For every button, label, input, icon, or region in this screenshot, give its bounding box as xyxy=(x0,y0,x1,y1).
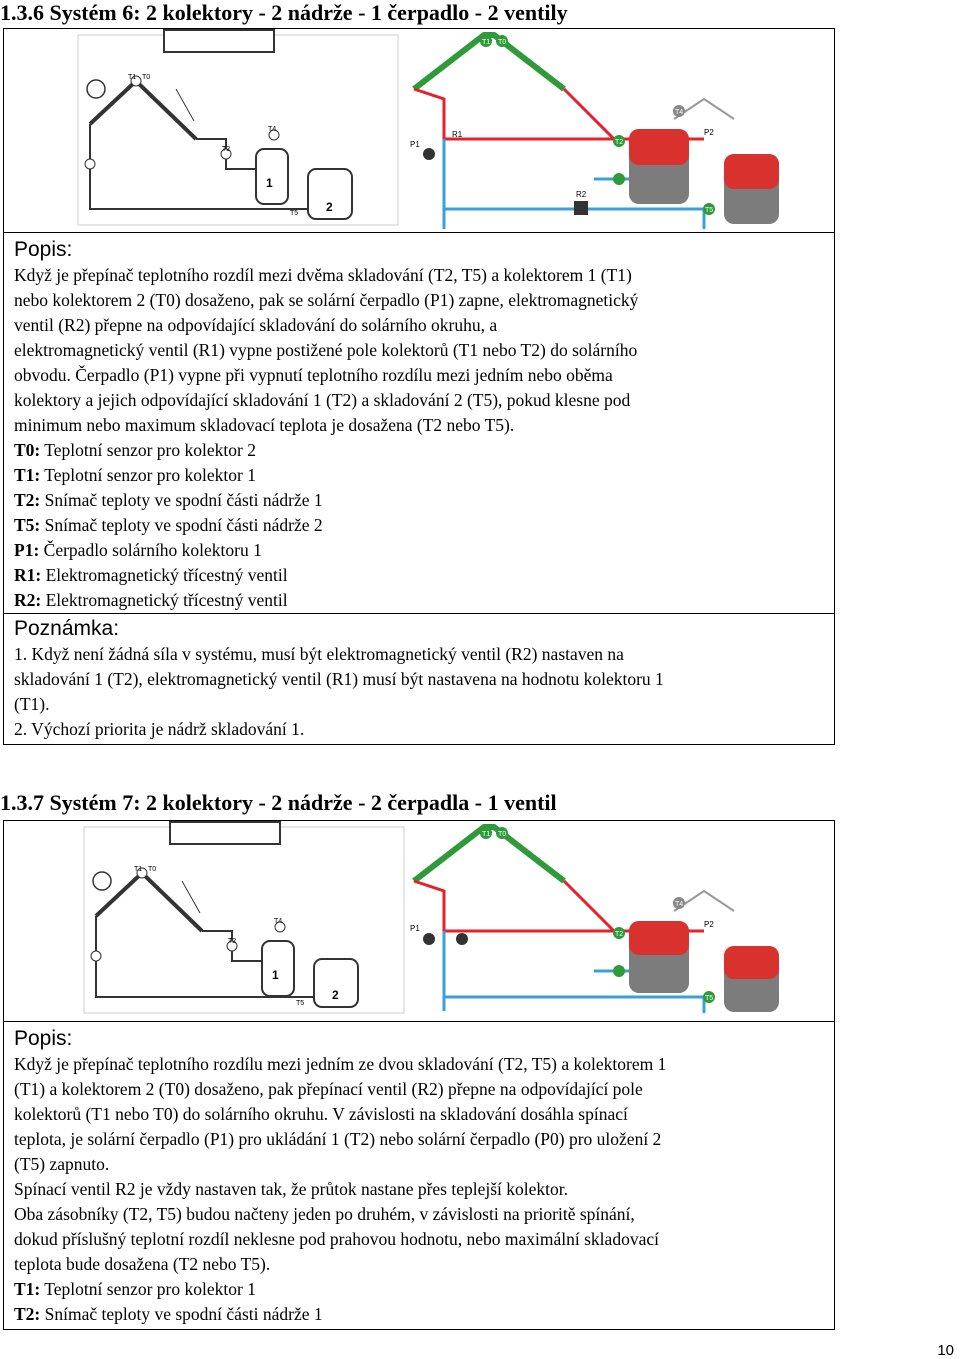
legend-key: T2: xyxy=(14,1304,41,1324)
legend-item-r1 xyxy=(14,563,824,588)
color-t2-label: T2 xyxy=(615,931,624,938)
color-t4-label: T4 xyxy=(675,109,684,116)
section-7-content xyxy=(4,1022,834,1329)
section-7-schematic-diagram xyxy=(82,821,407,1017)
legend-item-r2 xyxy=(14,588,824,613)
color-p2-label: P2 xyxy=(704,920,714,929)
section-6-note-line: (T1). xyxy=(14,694,50,714)
legend-key: T2: xyxy=(14,490,41,510)
legend-text: Snímač teploty ve spodní části nádrže 1 xyxy=(40,1304,323,1324)
pump-icon xyxy=(423,148,435,160)
legend-text: Elektromagnetický třícestný ventil xyxy=(41,590,288,610)
schematic-t4-label: T4 xyxy=(268,126,277,133)
legend-key: P1: xyxy=(14,540,40,560)
legend-key: T1: xyxy=(14,1279,41,1299)
color-t0-label: T0 xyxy=(498,831,507,838)
section-6-description-line: Když je přepínač teplotního rozdíl mezi dvěma skladování (T2, T5) a kolektorem 1 (T1) xyxy=(14,265,632,285)
section-7-description-line: (T1) a kolektorem 2 (T0) dosaženo, pak přepínací ventil (R2) přepne na odpovídající pole xyxy=(14,1079,643,1099)
section-6-description-label: Popis: xyxy=(14,238,73,261)
legend-item-t2 xyxy=(14,488,824,513)
legend-item-t1 xyxy=(14,463,824,488)
color-t1-label: T1 xyxy=(482,39,491,46)
section-6-note-line: 2. Výchozí priorita je nádrž skladování 1. xyxy=(14,719,305,739)
section-6-schematic-diagram xyxy=(76,29,401,229)
schematic-t1-label: T1 xyxy=(134,866,143,873)
section-6-heading: 1.3.6 Systém 6: 2 kolektory - 2 nádrže - 1 čerpadlo - 2 ventily xyxy=(0,0,568,25)
color-p1-label: P1 xyxy=(410,924,420,933)
divider xyxy=(4,613,834,614)
legend-text: Elektromagnetický třícestný ventil xyxy=(41,565,288,585)
legend-text: Čerpadlo solárního kolektoru 1 xyxy=(39,540,262,560)
section-7-heading: 1.3.7 Systém 7: 2 kolektory - 2 nádrže - 2 čerpadla - 1 ventil xyxy=(0,790,557,815)
legend-text: Teplotní senzor pro kolektor 1 xyxy=(40,1279,256,1299)
schematic-tank-1-label: 1 xyxy=(272,968,279,982)
schematic-tank-2-label: 2 xyxy=(326,200,333,214)
section-6-description-line: obvodu. Čerpadlo (P1) vypne při vypnutí teplotního rozdílu mezi jedním nebo oběma xyxy=(14,365,613,385)
color-p1-label: P1 xyxy=(410,140,420,149)
section-6-content xyxy=(4,233,834,744)
section-7-description-line: kolektorů (T1 nebo T0) do solárního okruhu. V závislosti na skladování dosáhla spínací xyxy=(14,1104,628,1124)
color-p2-label: P2 xyxy=(704,128,714,137)
legend-key: T1: xyxy=(14,465,41,485)
schematic-t4-label: T4 xyxy=(274,918,283,925)
legend-item-t0 xyxy=(14,438,824,463)
legend-item-t1 xyxy=(14,1277,824,1302)
legend-key: R1: xyxy=(14,565,42,585)
pump-icon xyxy=(91,951,101,961)
schematic-t2-label: T2 xyxy=(222,146,231,153)
section-6-description-line: minimum nebo maximum skladovací teplota je dosažena (T2 nebo T5). xyxy=(14,415,515,435)
section-7-box xyxy=(3,820,835,1330)
color-r1-label: R1 xyxy=(452,130,463,139)
section-7-description-line: dokud příslušný teplotní rozdíl neklesne pod prahovou hodnotu, nebo maximální skladovací xyxy=(14,1229,659,1249)
color-t0-label: T0 xyxy=(498,39,507,46)
legend-key: T5: xyxy=(14,515,41,535)
legend-item-t5 xyxy=(14,513,824,538)
schematic-tank-2-label: 2 xyxy=(332,988,339,1002)
section-6-description-line: nebo kolektorem 2 (T0) dosaženo, pak se solární čerpadlo (P1) zapne, elektromagnetický xyxy=(14,290,639,310)
section-6-description-line: elektromagnetický ventil (R1) vypne postižené pole kolektorů (T1 nebo T2) do solárního xyxy=(14,340,638,360)
section-7-description-label: Popis: xyxy=(14,1027,73,1050)
section-7-description-line: (T5) zapnuto. xyxy=(14,1154,110,1174)
schematic-t0-label: T0 xyxy=(148,866,157,873)
color-t2-label: T2 xyxy=(615,139,624,146)
color-t5-label: T5 xyxy=(705,995,714,1002)
section-6-box xyxy=(3,28,835,745)
color-t4-label: T4 xyxy=(675,901,684,908)
legend-text: Snímač teploty ve spodní části nádrže 2 xyxy=(40,515,323,535)
valve-icon xyxy=(574,201,588,215)
section-6-description-line: ventil (R2) přepne na odpovídající skladování do solárního okruhu, a xyxy=(14,315,498,335)
schematic-t0-label: T0 xyxy=(142,74,151,81)
section-7-color-diagram xyxy=(404,821,824,1017)
legend-text: Teplotní senzor pro kolektor 1 xyxy=(40,465,256,485)
legend-key: R2: xyxy=(14,590,42,610)
pump-icon xyxy=(456,933,468,945)
legend-key: T0: xyxy=(14,440,41,460)
section-6-description-line: kolektory a jejich odpovídající skladování 1 (T2) a skladování 2 (T5), pokud klesne pod xyxy=(14,390,631,410)
section-7-description-line: Spínací ventil R2 je vždy nastaven tak, že průtok nastane přes teplejší kolektor. xyxy=(14,1179,569,1199)
section-7-description-line: teplota, je solární čerpadlo (P1) pro ukládání 1 (T2) nebo solární čerpadlo (P0) pro uložení 2 xyxy=(14,1129,662,1149)
section-7-description-line: Když je přepínač teplotního rozdílu mezi jedním ze dvou skladování (T2, T5) a kolektorem 1 xyxy=(14,1054,667,1074)
legend-item-p1 xyxy=(14,538,824,563)
legend-item-t2 xyxy=(14,1302,824,1327)
color-t5-label: T5 xyxy=(705,207,714,214)
page-number: 10 xyxy=(937,1342,954,1359)
section-6-note-line: 1. Když není žádná síla v systému, musí být elektromagnetický ventil (R2) nastaven na xyxy=(14,644,624,664)
color-r2-label: R2 xyxy=(576,190,587,199)
schematic-t5-label: T5 xyxy=(290,210,299,217)
schematic-t1-label: T1 xyxy=(128,74,137,81)
section-7-diagram-row xyxy=(4,821,834,1022)
legend-text: Teplotní senzor pro kolektor 2 xyxy=(40,440,256,460)
section-6-color-diagram xyxy=(404,29,824,229)
pump-icon xyxy=(423,933,435,945)
legend-text: Snímač teploty ve spodní části nádrže 1 xyxy=(40,490,323,510)
color-t1-label: T1 xyxy=(482,831,491,838)
pump-icon xyxy=(85,159,95,169)
section-6-note-line: skladování 1 (T2), elektromagnetický ventil (R1) musí být nastavena na hodnotu kolektoru 1 xyxy=(14,669,664,689)
section-7-description-line: teplota bude dosažena (T2 nebo T5). xyxy=(14,1254,271,1274)
section-7-description-line: Oba zásobníky (T2, T5) budou načteny jeden po druhém, v závislosti na prioritě spínání, xyxy=(14,1204,635,1224)
schematic-t2-label: T2 xyxy=(228,938,237,945)
section-6-note-label: Poznámka: xyxy=(14,617,120,640)
schematic-t5-label: T5 xyxy=(296,1000,305,1007)
schematic-tank-1-label: 1 xyxy=(266,176,273,190)
section-6-diagram-row xyxy=(4,29,834,233)
